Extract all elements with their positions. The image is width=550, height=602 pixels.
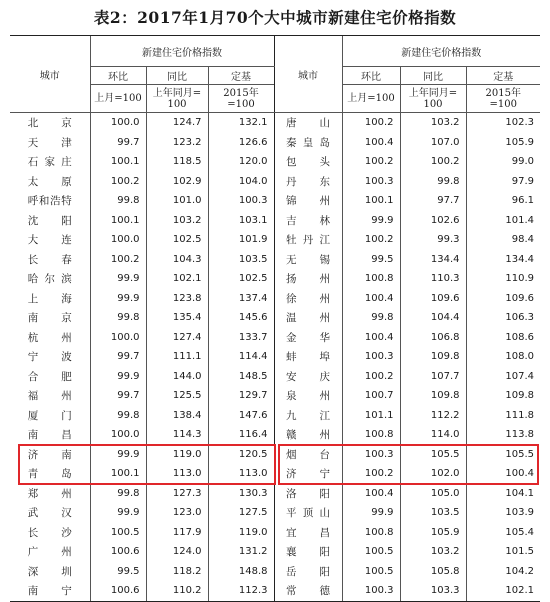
table-row [10, 367, 540, 387]
city-name-left [10, 367, 90, 387]
city-label: 沈 阳 [27, 214, 72, 227]
city-label: 襄 阳 [286, 546, 330, 559]
mom-value: 100.2 [342, 113, 400, 133]
city-name-right [274, 406, 342, 426]
base-value: 101.5 [466, 542, 540, 562]
base-value: 148.5 [208, 367, 274, 387]
mom-value: 100.2 [342, 152, 400, 172]
mom-value: 100.5 [342, 542, 400, 562]
yoy-value: 113.0 [146, 464, 208, 484]
base-subheader-left: 2015年 =100 [208, 85, 274, 113]
mom-value: 99.7 [90, 133, 146, 153]
yoy-value: 103.2 [400, 113, 466, 133]
yoy-value: 112.2 [400, 406, 466, 426]
yoy-header-right: 同比 [400, 67, 466, 85]
table-row [10, 425, 540, 445]
city-name-left [10, 503, 90, 523]
base-header-right: 定基 [466, 67, 540, 85]
mom-value: 100.6 [90, 542, 146, 562]
base-value: 102.5 [208, 269, 274, 289]
yoy-value: 134.4 [400, 250, 466, 270]
base-value: 105.5 [466, 445, 540, 465]
table-row [10, 269, 540, 289]
yoy-value: 138.4 [146, 406, 208, 426]
mom-value: 100.0 [90, 113, 146, 133]
base-value: 147.6 [208, 406, 274, 426]
yoy-value: 109.8 [400, 347, 466, 367]
yoy-value: 124.0 [146, 542, 208, 562]
city-label: 长 沙 [27, 526, 72, 539]
city-name-right [274, 133, 342, 153]
mom-value: 100.7 [342, 386, 400, 406]
yoy-value: 110.2 [146, 581, 208, 601]
yoy-value: 103.3 [400, 581, 466, 601]
city-label: 宁 波 [27, 351, 72, 364]
mom-header-right: 环比 [342, 67, 400, 85]
table-row [10, 113, 540, 133]
mom-value: 99.8 [90, 308, 146, 328]
group-header-left: 新建住宅价格指数 [90, 36, 274, 67]
yoy-value: 123.8 [146, 289, 208, 309]
yoy-value: 124.7 [146, 113, 208, 133]
mom-value: 100.2 [90, 250, 146, 270]
mom-value: 100.8 [342, 425, 400, 445]
mom-value: 100.6 [90, 581, 146, 601]
base-value: 134.4 [466, 250, 540, 270]
city-name-left [10, 562, 90, 582]
yoy-value: 106.8 [400, 328, 466, 348]
city-name-left [10, 172, 90, 192]
city-label: 安 庆 [286, 370, 330, 383]
city-label: 吉 林 [286, 214, 330, 227]
city-label: 杭 州 [27, 331, 72, 344]
city-label: 徐 州 [286, 292, 330, 305]
mom-subheader-left: 上月=100 [90, 85, 146, 113]
table-row [10, 581, 540, 601]
city-label: 厦 门 [27, 409, 72, 422]
mom-value: 99.8 [342, 308, 400, 328]
city-name-left [10, 230, 90, 250]
city-label: 石 家 庄 [27, 156, 72, 169]
city-name-left [10, 347, 90, 367]
table-row [10, 542, 540, 562]
city-name-left [10, 406, 90, 426]
city-label: 温 州 [286, 312, 330, 325]
table-row [10, 308, 540, 328]
city-label: 丹 东 [286, 175, 330, 188]
yoy-value: 105.0 [400, 484, 466, 504]
yoy-value: 102.1 [146, 269, 208, 289]
mom-value: 99.9 [90, 503, 146, 523]
city-label: 天 津 [27, 136, 72, 149]
city-label: 锦 州 [286, 195, 330, 208]
city-name-right [274, 230, 342, 250]
city-name-right [274, 484, 342, 504]
yoy-value: 114.0 [400, 425, 466, 445]
city-name-right [274, 308, 342, 328]
base-value: 119.0 [208, 523, 274, 543]
city-name-right [274, 289, 342, 309]
table-row [10, 445, 540, 465]
base-value: 105.4 [466, 523, 540, 543]
city-label: 平 顶 山 [286, 507, 330, 520]
yoy-value: 103.5 [400, 503, 466, 523]
city-label: 郑 州 [27, 487, 72, 500]
base-value: 104.1 [466, 484, 540, 504]
yoy-value: 109.8 [400, 386, 466, 406]
city-name-left [10, 445, 90, 465]
table-row [10, 191, 540, 211]
table-row [10, 328, 540, 348]
yoy-value: 109.6 [400, 289, 466, 309]
city-label: 呼 和 浩 特 [27, 195, 72, 208]
mom-value: 99.8 [90, 406, 146, 426]
yoy-value: 118.5 [146, 152, 208, 172]
mom-value: 100.0 [90, 425, 146, 445]
city-label: 秦 皇 岛 [286, 136, 330, 149]
base-value: 102.3 [466, 113, 540, 133]
base-value: 110.9 [466, 269, 540, 289]
city-name-left [10, 250, 90, 270]
city-name-left [10, 542, 90, 562]
yoy-value: 101.0 [146, 191, 208, 211]
yoy-value: 117.9 [146, 523, 208, 543]
base-value: 107.4 [466, 367, 540, 387]
yoy-subheader-left: 上年同月= 100 [146, 85, 208, 113]
city-label: 唐 山 [286, 117, 330, 130]
city-label: 赣 州 [286, 429, 330, 442]
yoy-value: 114.3 [146, 425, 208, 445]
yoy-value: 105.8 [400, 562, 466, 582]
city-name-right [274, 250, 342, 270]
base-value: 98.4 [466, 230, 540, 250]
base-value: 109.8 [466, 386, 540, 406]
city-name-left [10, 484, 90, 504]
mom-value: 100.2 [90, 172, 146, 192]
base-value: 127.5 [208, 503, 274, 523]
city-label: 北 京 [27, 117, 72, 130]
mom-value: 100.8 [342, 523, 400, 543]
city-name-right [274, 152, 342, 172]
table-title: 表2：2017年1月70个大中城市新建住宅价格指数 [93, 8, 457, 27]
city-name-right [274, 562, 342, 582]
mom-value: 100.1 [90, 152, 146, 172]
table-row [10, 133, 540, 153]
yoy-value: 123.2 [146, 133, 208, 153]
mom-subheader-right: 上月=100 [342, 85, 400, 113]
city-name-left [10, 211, 90, 231]
mom-value: 100.3 [342, 347, 400, 367]
city-name-left [10, 113, 90, 133]
city-name-left [10, 191, 90, 211]
base-value: 126.6 [208, 133, 274, 153]
table-row [10, 289, 540, 309]
city-name-right [274, 191, 342, 211]
city-name-right [274, 328, 342, 348]
yoy-value: 99.3 [400, 230, 466, 250]
city-label: 长 春 [27, 253, 72, 266]
city-name-right [274, 386, 342, 406]
mom-value: 100.4 [342, 328, 400, 348]
city-name-left [10, 133, 90, 153]
city-name-right [274, 542, 342, 562]
yoy-value: 104.4 [400, 308, 466, 328]
city-name-left [10, 328, 90, 348]
mom-value: 100.2 [342, 367, 400, 387]
city-name-left [10, 425, 90, 445]
base-value: 104.0 [208, 172, 274, 192]
city-label: 南 昌 [27, 429, 72, 442]
yoy-value: 110.3 [400, 269, 466, 289]
city-label: 青 岛 [27, 468, 72, 481]
base-value: 114.4 [208, 347, 274, 367]
yoy-value: 111.1 [146, 347, 208, 367]
yoy-value: 135.4 [146, 308, 208, 328]
table-row [10, 172, 540, 192]
mom-value: 100.4 [342, 133, 400, 153]
base-value: 116.4 [208, 425, 274, 445]
table-row [10, 523, 540, 543]
table-row [10, 464, 540, 484]
base-value: 111.8 [466, 406, 540, 426]
yoy-value: 105.9 [400, 523, 466, 543]
city-label: 常 德 [286, 585, 330, 598]
city-name-right [274, 211, 342, 231]
base-value: 106.3 [466, 308, 540, 328]
mom-value: 100.5 [342, 562, 400, 582]
table-row [10, 503, 540, 523]
base-value: 132.1 [208, 113, 274, 133]
city-label: 济 宁 [286, 468, 330, 481]
city-name-right [274, 367, 342, 387]
price-index-table [10, 35, 540, 602]
city-label: 岳 阳 [286, 565, 330, 578]
base-value: 103.5 [208, 250, 274, 270]
base-value: 148.8 [208, 562, 274, 582]
base-value: 103.9 [466, 503, 540, 523]
city-label: 蚌 埠 [286, 351, 330, 364]
base-value: 113.0 [208, 464, 274, 484]
base-value: 133.7 [208, 328, 274, 348]
city-label: 福 州 [27, 390, 72, 403]
city-label: 九 江 [286, 409, 330, 422]
mom-value: 100.1 [342, 191, 400, 211]
mom-value: 100.3 [342, 445, 400, 465]
city-name-left [10, 386, 90, 406]
table-row [10, 386, 540, 406]
yoy-subheader-right: 上年同月= 100 [400, 85, 466, 113]
base-value: 131.2 [208, 542, 274, 562]
mom-value: 100.8 [342, 269, 400, 289]
yoy-value: 102.0 [400, 464, 466, 484]
base-subheader-right: 2015年 =100 [466, 85, 540, 113]
mom-value: 100.3 [342, 172, 400, 192]
city-name-right [274, 464, 342, 484]
yoy-value: 102.6 [400, 211, 466, 231]
yoy-value: 125.5 [146, 386, 208, 406]
city-name-left [10, 308, 90, 328]
mom-value: 100.4 [342, 289, 400, 309]
mom-value: 99.7 [90, 386, 146, 406]
base-value: 100.3 [208, 191, 274, 211]
table-row [10, 406, 540, 426]
city-label: 合 肥 [27, 370, 72, 383]
mom-value: 99.5 [342, 250, 400, 270]
base-value: 101.4 [466, 211, 540, 231]
yoy-value: 100.2 [400, 152, 466, 172]
mom-value: 100.3 [342, 581, 400, 601]
base-value: 102.1 [466, 581, 540, 601]
city-label: 济 南 [27, 448, 72, 461]
city-name-left [10, 464, 90, 484]
yoy-value: 127.4 [146, 328, 208, 348]
mom-value: 100.0 [90, 328, 146, 348]
mom-value: 99.9 [90, 445, 146, 465]
yoy-value: 118.2 [146, 562, 208, 582]
city-name-right [274, 503, 342, 523]
city-header-right: 城市 [274, 36, 342, 113]
yoy-value: 119.0 [146, 445, 208, 465]
city-label: 金 华 [286, 331, 330, 344]
city-label: 扬 州 [286, 273, 330, 286]
mom-value: 100.2 [342, 230, 400, 250]
base-value: 96.1 [466, 191, 540, 211]
mom-value: 99.9 [342, 211, 400, 231]
base-value: 120.5 [208, 445, 274, 465]
mom-header-left: 环比 [90, 67, 146, 85]
yoy-value: 144.0 [146, 367, 208, 387]
mom-value: 99.9 [90, 367, 146, 387]
city-label: 大 连 [27, 234, 72, 247]
base-value: 109.6 [466, 289, 540, 309]
table-row [10, 347, 540, 367]
city-label: 宜 昌 [286, 526, 330, 539]
yoy-value: 97.7 [400, 191, 466, 211]
yoy-value: 123.0 [146, 503, 208, 523]
city-name-right [274, 523, 342, 543]
base-value: 145.6 [208, 308, 274, 328]
base-value: 113.8 [466, 425, 540, 445]
city-label: 深 圳 [27, 565, 72, 578]
table-row [10, 152, 540, 172]
city-label: 哈 尔 滨 [27, 273, 72, 286]
city-name-right [274, 347, 342, 367]
mom-value: 99.9 [90, 289, 146, 309]
city-label: 南 京 [27, 312, 72, 325]
city-name-left [10, 289, 90, 309]
city-label: 南 宁 [27, 585, 72, 598]
base-value: 97.9 [466, 172, 540, 192]
city-name-right [274, 269, 342, 289]
base-value: 101.9 [208, 230, 274, 250]
city-label: 包 头 [286, 156, 330, 169]
mom-value: 99.9 [342, 503, 400, 523]
base-value: 104.2 [466, 562, 540, 582]
base-value: 103.1 [208, 211, 274, 231]
base-value: 130.3 [208, 484, 274, 504]
yoy-value: 99.8 [400, 172, 466, 192]
mom-value: 101.1 [342, 406, 400, 426]
base-value: 108.6 [466, 328, 540, 348]
city-name-left [10, 269, 90, 289]
city-label: 广 州 [27, 546, 72, 559]
city-name-right [274, 425, 342, 445]
base-value: 100.4 [466, 464, 540, 484]
base-value: 99.0 [466, 152, 540, 172]
mom-value: 100.5 [90, 523, 146, 543]
mom-value: 99.9 [90, 269, 146, 289]
mom-value: 100.1 [90, 211, 146, 231]
city-name-right [274, 581, 342, 601]
yoy-value: 103.2 [146, 211, 208, 231]
mom-value: 100.2 [342, 464, 400, 484]
base-value: 105.9 [466, 133, 540, 153]
city-name-right [274, 113, 342, 133]
mom-value: 99.8 [90, 484, 146, 504]
yoy-value: 102.9 [146, 172, 208, 192]
table-row [10, 484, 540, 504]
base-value: 108.0 [466, 347, 540, 367]
base-value: 112.3 [208, 581, 274, 601]
mom-value: 99.8 [90, 191, 146, 211]
base-value: 120.0 [208, 152, 274, 172]
city-name-right [274, 445, 342, 465]
city-label: 烟 台 [286, 448, 330, 461]
yoy-value: 107.7 [400, 367, 466, 387]
group-header-right: 新建住宅价格指数 [342, 36, 540, 67]
table-row [10, 211, 540, 231]
mom-value: 100.1 [90, 464, 146, 484]
yoy-value: 103.2 [400, 542, 466, 562]
table-row [10, 562, 540, 582]
base-value: 137.4 [208, 289, 274, 309]
city-label: 上 海 [27, 292, 72, 305]
yoy-value: 102.5 [146, 230, 208, 250]
city-label: 洛 阳 [286, 487, 330, 500]
table-row [10, 230, 540, 250]
city-name-right [274, 172, 342, 192]
city-name-left [10, 523, 90, 543]
city-label: 太 原 [27, 175, 72, 188]
mom-value: 99.5 [90, 562, 146, 582]
yoy-value: 127.3 [146, 484, 208, 504]
mom-value: 100.4 [342, 484, 400, 504]
yoy-value: 105.5 [400, 445, 466, 465]
table-row [10, 250, 540, 270]
mom-value: 99.7 [90, 347, 146, 367]
base-header-left: 定基 [208, 67, 274, 85]
city-name-left [10, 152, 90, 172]
yoy-header-left: 同比 [146, 67, 208, 85]
base-value: 129.7 [208, 386, 274, 406]
city-label: 泉 州 [286, 390, 330, 403]
city-label: 武 汉 [27, 507, 72, 520]
yoy-value: 107.0 [400, 133, 466, 153]
mom-value: 100.0 [90, 230, 146, 250]
city-label: 无 锡 [286, 253, 330, 266]
yoy-value: 104.3 [146, 250, 208, 270]
city-name-left [10, 581, 90, 601]
city-header-left: 城市 [10, 36, 90, 113]
city-label: 牡 丹 江 [286, 234, 330, 247]
